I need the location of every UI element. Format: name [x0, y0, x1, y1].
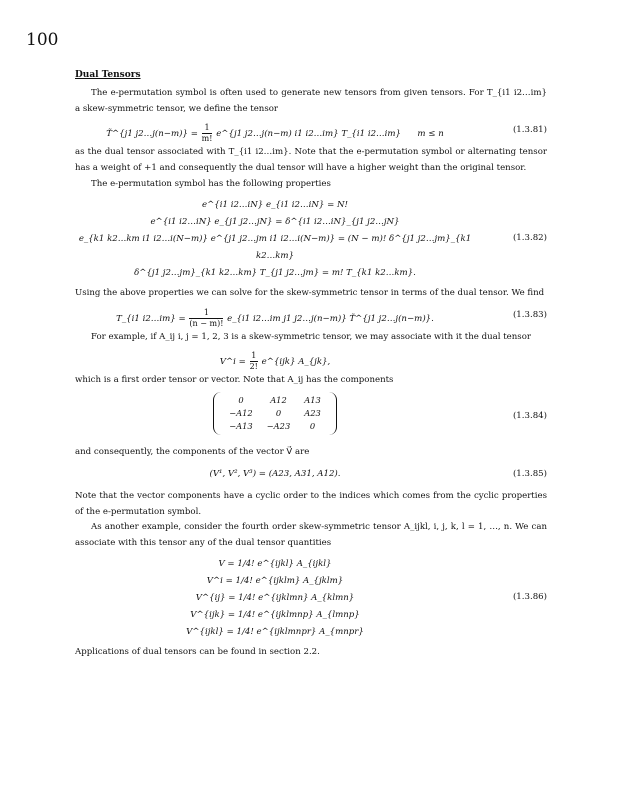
paragraph-4: Using the above properties we can solve for the skew-symmetric tensor in terms of the dual tensor. We find	[75, 287, 545, 298]
paragraph-1: The e-permutation symbol is often used to generate new tensors from given tensors. For T_{i1 i2…im} a skew-symmetric tensor, we define the tensor	[75, 87, 547, 114]
paragraph-9: As another example, consider the fourth order skew-symmetric tensor A_ijkl, i, j, k, l = 1, …, n. We can associate with this tensor any of the dual tensor quantities	[75, 522, 547, 549]
matrix-cell: −A13	[229, 421, 253, 432]
eq3-rhs: e_{i1 i2…im j1 j2…j(n−m)} T̃^{j1 j2…j(n−m)}.	[227, 313, 434, 324]
eq3-fraction: $\frac{1}{(n - m)!}$	[189, 307, 224, 328]
eq7-line: V^{ij} = 1/4! e^{ijklmn} A_{klmn}	[195, 592, 355, 603]
equation-dual-vector	[75, 345, 547, 373]
paragraph-7: and consequently, the components of the vector V⃗ are	[75, 446, 310, 457]
eq7-line: V^{ijk} = 1/4! e^{ijklmnp} A_{lmnp}	[190, 609, 360, 620]
eq4-lhs: V^i =	[219, 357, 249, 368]
eq2-line: δ^{j1 j2…jm}_{k1 k2…km} T_{j1 j2…jm} = m! T_{k1 k2…km}.	[134, 267, 416, 278]
matrix-cell: −A12	[229, 408, 253, 419]
equation-1-3-86	[75, 556, 547, 641]
matrix-cell: A13	[304, 395, 321, 406]
eq7-line: V^i = 1/4! e^{ijklm} A_{jklm}	[206, 575, 344, 586]
matrix-cell: −A23	[266, 421, 291, 432]
paragraph-2: as the dual tensor associated with T_{i1 i2…im}. Note that the e-permutation symbol or alternating tensor has a weight of +1 and consequently the dual tensor will have a higher weight than the original tensor.	[75, 147, 547, 174]
matrix-cell: A23	[304, 408, 321, 419]
eq2-line: e^{i1 i2…iN} e_{i1 i2…iN} = N!	[202, 199, 348, 210]
paragraph-10: Applications of dual tensors can be found in section 2.2.	[75, 646, 320, 657]
eq5-number: (1.3.84)	[512, 411, 547, 422]
section-title: Dual Tensors	[75, 70, 141, 80]
page-number: 100	[26, 30, 59, 50]
page-content	[75, 68, 547, 661]
paragraph-8: Note that the vector components have a cyclic order to the indices which comes from the cyclic properties of the e-permutation symbol.	[75, 490, 547, 517]
component-matrix	[213, 392, 337, 435]
eq1-rhs: e^{j1 j2…j(n−m) i1 i2…im} T_{i1 i2…im}	[216, 129, 401, 140]
matrix-cell: A12	[270, 395, 287, 406]
eq7-line: V^{ijkl} = 1/4! e^{ijklmnpr} A_{mnpr}	[186, 626, 364, 637]
equation-1-3-85	[75, 461, 547, 489]
eq2-line: e_{k1 k2…km i1 i2…i(N−m)} e^{j1 j2…jm i1 i2…i(N−m)} = (N − m)! δ^{j1 j2…jm}_{k1 k2…km}	[78, 233, 472, 261]
eq2-line: e^{i1 i2…iN} e_{j1 j2…jN} = δ^{i1 i2…iN}_{j1 j2…jN}	[150, 216, 400, 227]
equation-1-3-82	[75, 197, 547, 282]
paragraph-6: which is a first order tensor or vector. Note that A_ij has the components	[75, 375, 394, 386]
eq6-number: (1.3.85)	[512, 468, 547, 479]
eq7-number: (1.3.86)	[512, 592, 547, 603]
eq1-fraction: $\frac{1}{m!}$	[201, 123, 213, 144]
matrix-cell: 0	[309, 421, 316, 432]
eq1-lhs: T̃^{j1 j2…j(n−m)} =	[106, 129, 201, 140]
eq3-lhs: T_{i1 i2…im} =	[116, 313, 189, 324]
matrix-cell: 0	[238, 395, 244, 406]
equation-1-3-83	[75, 302, 547, 330]
eq4-fraction: $\frac{1}{2!}$	[249, 351, 258, 372]
paragraph-3: The e-permutation symbol has the following properties	[91, 178, 331, 189]
eq1-condition: m ≤ n	[417, 129, 444, 140]
eq2-number: (1.3.82)	[512, 233, 547, 244]
equation-1-3-81	[75, 117, 547, 145]
eq3-number: (1.3.83)	[512, 309, 547, 320]
eq6-body: (V¹, V², V³) = (A23, A31, A12).	[209, 468, 341, 479]
paragraph-5: For example, if A_ij i, j = 1, 2, 3 is a skew-symmetric tensor, we may associate with it the dual tensor	[91, 331, 531, 342]
equation-1-3-84	[75, 392, 547, 442]
eq1-number: (1.3.81)	[512, 125, 547, 136]
eq7-line: V = 1/4! e^{ijkl} A_{ijkl}	[218, 558, 332, 569]
eq4-rhs: e^{ijk} A_{jk},	[261, 357, 331, 368]
matrix-cell: 0	[275, 408, 282, 419]
